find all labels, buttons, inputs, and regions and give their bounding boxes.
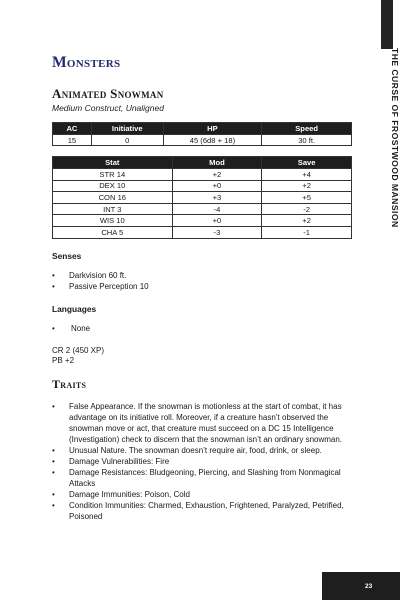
section-title: Monsters	[52, 54, 121, 71]
save-cell: -2	[262, 203, 352, 215]
cr-text: CR 2 (450 XP)	[52, 345, 105, 355]
languages-heading: Languages	[52, 303, 97, 314]
list-item: • Darkvision 60 ft.	[52, 270, 352, 281]
header-mod: Mod	[172, 157, 262, 169]
initiative-value: 0	[91, 135, 163, 146]
header-stat: Stat	[53, 157, 173, 169]
stat-cell: DEX 10	[53, 180, 173, 192]
footer-bar	[370, 572, 400, 600]
table-row	[53, 226, 352, 238]
table-row	[53, 169, 352, 181]
summary-row	[53, 135, 352, 146]
ac-value: 15	[53, 135, 92, 146]
page-number: 23	[365, 583, 373, 590]
stat-cell: WIS 10	[53, 215, 173, 227]
ability-header-row	[53, 157, 352, 169]
stat-cell: CON 16	[53, 192, 173, 204]
senses-heading: Senses	[52, 250, 82, 261]
table-row	[53, 203, 352, 215]
pb-text: PB +2	[52, 355, 75, 365]
mod-cell: -4	[172, 203, 262, 215]
header-save: Save	[262, 157, 352, 169]
list-item: • Damage Resistances: Bludgeoning, Piercing, and Slashing from Nonmagical Attacks	[52, 467, 352, 489]
traits-title: Traits	[52, 376, 87, 391]
list-item: • False Appearance. If the snowman is motionless at the start of combat, it has advantage on its initiative roll. Moreover, if a creature hasn’t observed the snowman move or act, that creature must succeed on a DC 15 Intelligence (Investigation) check to discern that the snowman isn’t an ordinary snowman.	[52, 401, 352, 445]
monster-name: Animated Snowman	[52, 86, 164, 101]
mod-cell: +3	[172, 192, 262, 204]
save-cell: +4	[262, 169, 352, 181]
save-cell: -1	[262, 226, 352, 238]
mod-cell: +0	[172, 180, 262, 192]
table-row	[53, 180, 352, 192]
mod-cell: +2	[172, 169, 262, 181]
list-item: • Unusual Nature. The snowman doesn’t require air, food, drink, or sleep.	[52, 445, 352, 456]
senses-list	[52, 270, 352, 292]
save-cell: +2	[262, 180, 352, 192]
header-initiative: Initiative	[91, 123, 163, 135]
header-ac: AC	[53, 123, 92, 135]
monster-subtitle: Medium Construct, Unaligned	[52, 103, 164, 113]
mod-cell: -3	[172, 226, 262, 238]
speed-value: 30 ft.	[262, 135, 352, 146]
list-item: • Damage Immunities: Poison, Cold	[52, 489, 352, 500]
list-item: • Condition Immunities: Charmed, Exhaustion, Frightened, Paralyzed, Petrified, Poisoned	[52, 500, 352, 522]
languages-list	[52, 323, 352, 334]
stat-cell: CHA 5	[53, 226, 173, 238]
page-content	[52, 54, 352, 522]
list-item: • None	[52, 323, 352, 334]
stat-cell: INT 3	[53, 203, 173, 215]
footer-tab	[322, 572, 373, 600]
book-title-vertical: THE CURSE OF FROSTWOOD MANSION	[390, 48, 400, 228]
list-item: • Damage Vulnerabilities: Fire	[52, 456, 352, 467]
hp-value: 45 (6d8 + 18)	[163, 135, 262, 146]
header-hp: HP	[163, 123, 262, 135]
summary-table	[52, 122, 352, 146]
save-cell: +5	[262, 192, 352, 204]
stat-cell: STR 14	[53, 169, 173, 181]
table-row	[53, 192, 352, 204]
traits-list	[52, 401, 352, 522]
ability-table	[52, 156, 352, 239]
table-row	[53, 215, 352, 227]
save-cell: +2	[262, 215, 352, 227]
header-speed: Speed	[262, 123, 352, 135]
mod-cell: +0	[172, 215, 262, 227]
side-stripe	[381, 0, 393, 49]
list-item: • Passive Perception 10	[52, 281, 352, 292]
challenge-rating	[52, 346, 352, 366]
summary-header-row	[53, 123, 352, 135]
